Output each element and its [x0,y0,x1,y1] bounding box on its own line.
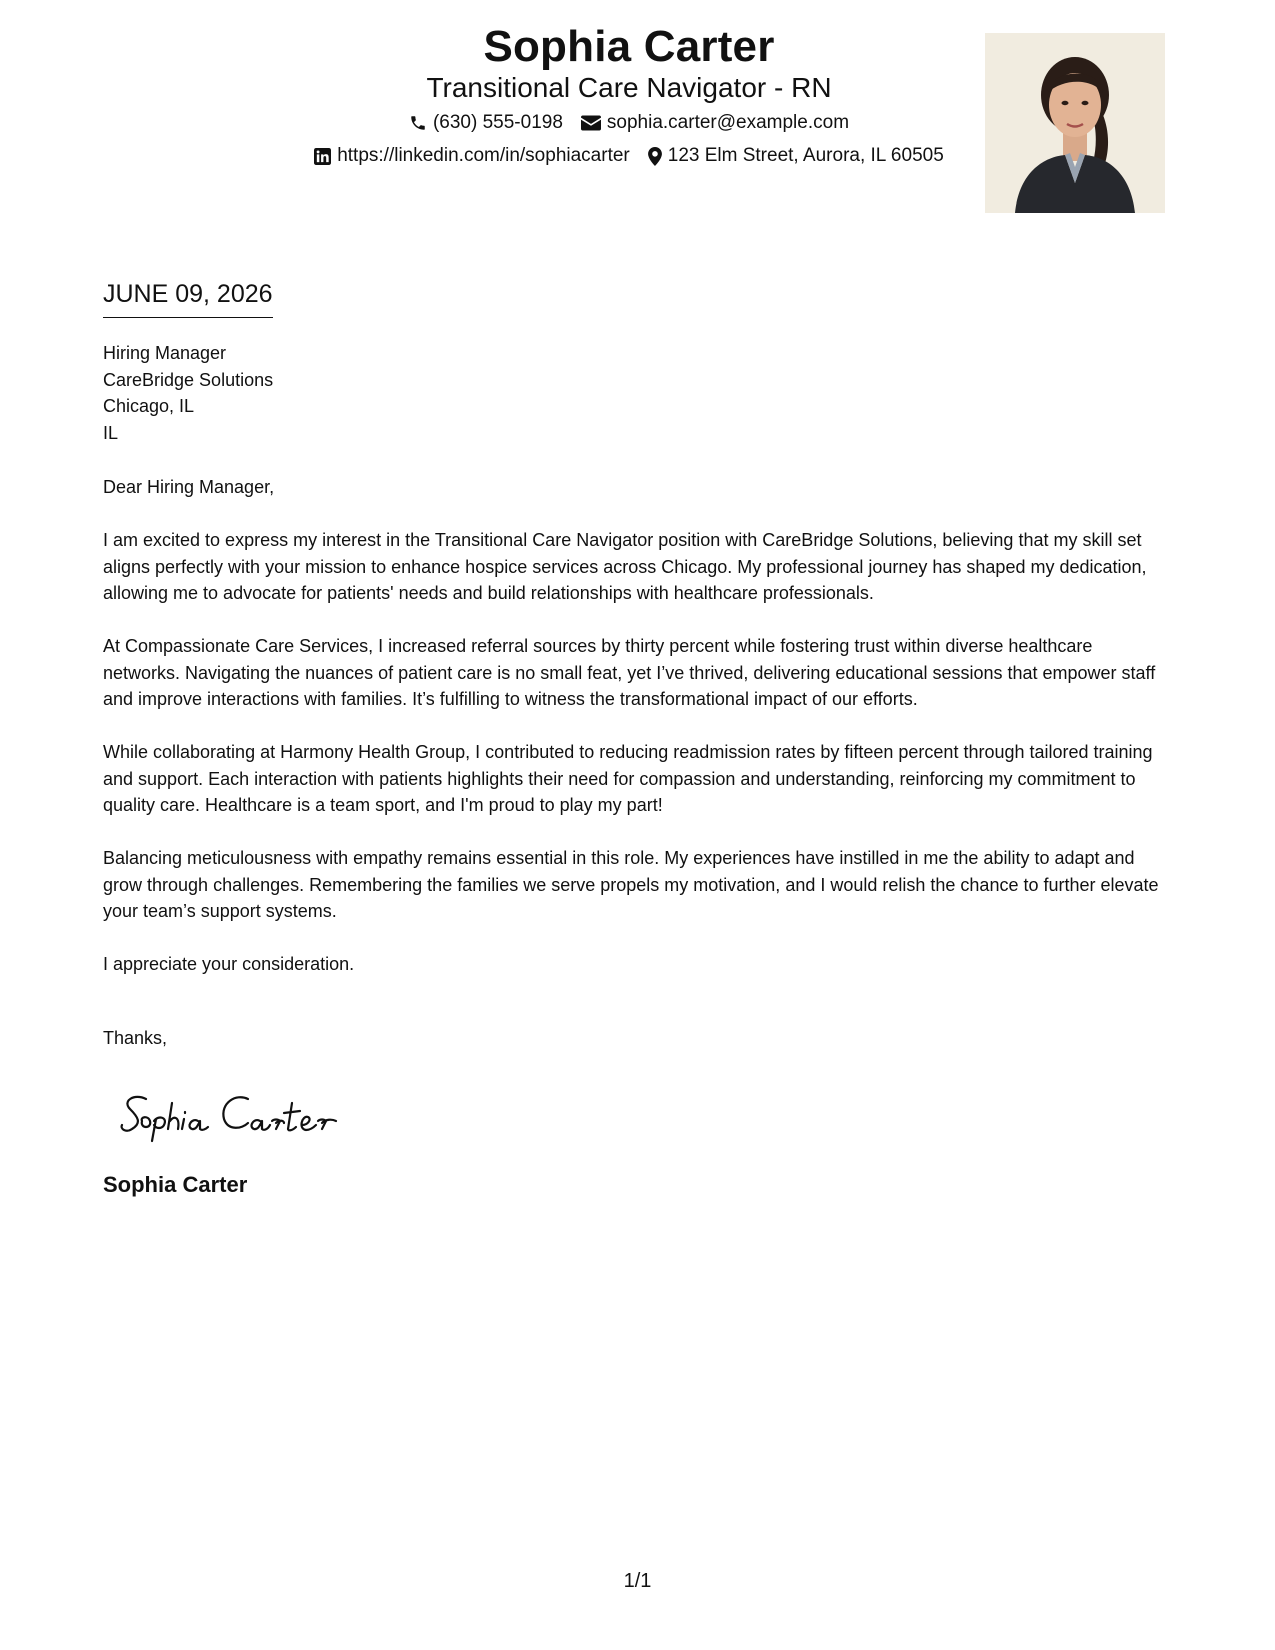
letter-date: JUNE 09, 2026 [103,280,273,318]
map-pin-icon [648,147,662,166]
handwritten-signature [120,1085,350,1145]
header [0,0,1275,230]
paragraph: While collaborating at Harmony Health Group, I contributed to reducing readmission rates by fifteen percent through tailored training and support. Each interaction with patients highlights their need for compassion and understanding, reinforcing my commitment to quality care. Healthcare is a team sport, and I'm proud to play my part! [103,742,1153,815]
letter-body [103,474,1173,1004]
recipient-city: Chicago, IL [103,396,195,416]
page-number: 1/1 [623,1570,652,1592]
salutation: Dear Hiring Manager, [103,477,275,497]
linkedin-url: https://linkedin.com/in/sophiacarter [337,145,630,166]
phone-icon [409,114,427,132]
paragraph: At Compassionate Care Services, I increased referral sources by thirty percent while fostering trust within diverse healthcare networks. Navigating the nuances of patient care is no small feat, yet I’ve thrived, delivering educational sessions that empower staff and improve interactions with families. It’s fulfilling to witness the transformational impact of our efforts. [103,636,1156,709]
linkedin-icon [314,148,331,165]
paragraph: Balancing meticulousness with empathy remains essential in this role. My experiences have instilled in me the ability to adapt and grow through challenges. Remembering the families we serve propels my motivation, and I would relish the chance to further elevate your team’s support systems. [103,848,1159,921]
phone-number: (630) 555-0198 [432,112,563,133]
envelope-icon [581,115,601,131]
paragraph: I am excited to express my interest in the Transitional Care Navigator position with CareBridge Solutions, believing that my skill set aligns perfectly with your mission to enhance hospice services across Chicago. My professional journey has shaped my dedication, allowing me to advocate for patients' needs and build relationships with healthcare professionals. [103,530,1147,603]
closing: Thanks, [103,1028,168,1048]
contact-email [581,112,849,134]
paragraph: I appreciate your consideration. [103,954,355,974]
recipient-block [103,340,273,446]
recipient-title: Hiring Manager [103,343,227,363]
recipient-state: IL [103,422,119,443]
recipient-company: CareBridge Solutions [103,369,274,390]
email-address: sophia.carter@example.com [606,112,850,133]
applicant-name: Sophia Carter [483,22,775,71]
contact-linkedin [314,145,630,167]
applicant-photo [985,33,1165,213]
contact-phone [409,112,563,134]
street-address: 123 Elm Street, Aurora, IL 60505 [667,145,944,166]
signer-name: Sophia Carter [103,1172,248,1197]
contact-address [648,145,944,167]
applicant-title: Transitional Care Navigator - RN [426,72,832,103]
